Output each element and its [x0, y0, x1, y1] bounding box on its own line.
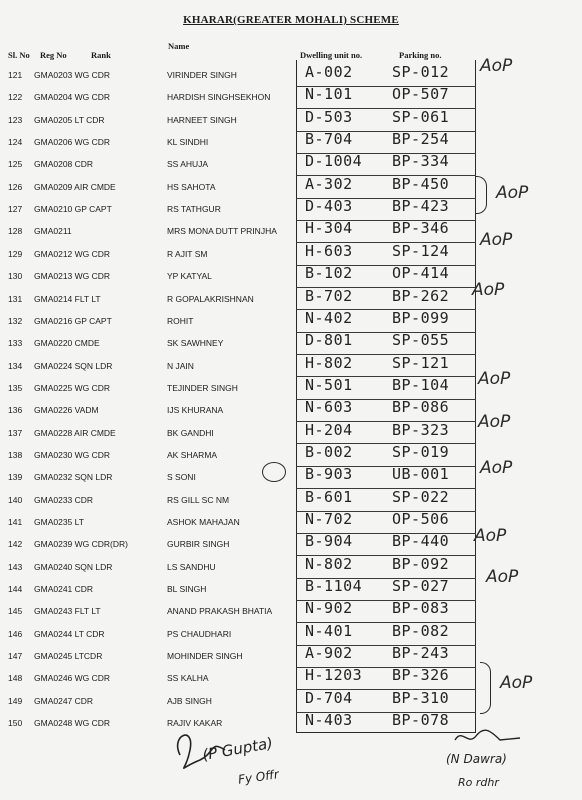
sl-no-cell: 121: [8, 70, 23, 80]
aop-note: AoP: [486, 567, 519, 587]
reg-no-rank-cell: GMA0203 WG CDR: [34, 70, 111, 80]
sl-no-cell: 140: [8, 494, 23, 505]
dwelling-unit-cell: N-403: [305, 711, 353, 730]
dwelling-unit-cell: A-302: [305, 174, 353, 193]
sl-no-cell: 146: [8, 628, 23, 639]
name-cell: HS SAHOTA: [167, 181, 216, 192]
aop-note: AoP: [478, 412, 511, 432]
aop-note: AoP: [500, 673, 533, 693]
name-cell: AJB SINGH: [167, 695, 212, 706]
dwelling-unit-cell: B-904: [305, 532, 353, 551]
header-name: Name: [168, 41, 190, 51]
parking-cell: BP-099: [392, 308, 450, 327]
sl-no-cell: 141: [8, 517, 23, 527]
signature-right-scribble: [450, 728, 530, 748]
name-cell: RS GILL SC NM: [167, 494, 230, 505]
header-rank: Rank: [91, 50, 111, 60]
table-row: [0, 600, 582, 622]
aop-note: AoP: [496, 183, 529, 203]
parking-cell: SP-022: [392, 487, 450, 506]
dwelling-unit-cell: H-802: [305, 353, 353, 372]
name-cell: GURBIR SINGH: [167, 539, 230, 550]
parking-cell: SP-124: [392, 241, 450, 260]
parking-cell: BP-326: [392, 666, 450, 685]
dwelling-unit-cell: B-102: [305, 264, 353, 283]
header-reg-no: Reg No: [40, 50, 67, 60]
parking-cell: UB-001: [392, 465, 450, 484]
reg-no-rank-cell: GMA0211: [34, 226, 72, 237]
reg-no-rank-cell: GMA0209 AIR CMDE: [34, 181, 116, 192]
parking-cell: BP-078: [392, 711, 450, 730]
name-cell: AK SHARMA: [167, 449, 218, 460]
name-cell: HARDISH SINGHSEKHON: [167, 92, 271, 103]
parking-cell: OP-414: [392, 264, 450, 283]
reg-no-rank-cell: GMA0230 WG CDR: [34, 449, 111, 460]
reg-no-rank-cell: GMA0245 LTCDR: [34, 651, 103, 662]
reg-no-rank-cell: GMA0239 WG CDR(DR): [34, 539, 128, 550]
dwelling-unit-cell: N-402: [305, 308, 353, 327]
table-row: [0, 645, 582, 667]
dwelling-unit-cell: B-702: [305, 286, 353, 305]
bracket-mark: [476, 176, 487, 214]
name-cell: BK GANDHI: [167, 427, 214, 438]
table-row: [0, 667, 582, 689]
name-cell: R GOPALAKRISHNAN: [167, 293, 254, 304]
name-cell: MRS MONA DUTT PRINJHA: [167, 226, 277, 237]
dwelling-unit-cell: D-1004: [305, 152, 363, 171]
reg-no-rank-cell: GMA0208 CDR: [34, 159, 94, 170]
header-dwelling: Dwelling unit no.: [300, 50, 363, 60]
parking-cell: BP-346: [392, 219, 450, 238]
parking-cell: OP-507: [392, 85, 450, 104]
document-title: KHARAR(GREATER MOHALI) SCHEME: [183, 14, 399, 26]
dwelling-unit-cell: B-1104: [305, 577, 363, 596]
signature-right-title: Ro rdhr: [458, 776, 499, 789]
sl-no-cell: 142: [8, 539, 23, 550]
table-row: [0, 489, 582, 511]
reg-no-rank-cell: GMA0233 CDR: [34, 494, 94, 505]
dwelling-unit-cell: D-801: [305, 331, 353, 350]
table-row: [0, 623, 582, 645]
reg-no-rank-cell: GMA0206 WG CDR: [34, 137, 111, 148]
table-row: [0, 176, 582, 198]
name-cell: SK SAWHNEY: [167, 338, 224, 349]
reg-no-rank-cell: GMA0216 GP CAPT: [34, 315, 112, 326]
sl-no-cell: 130: [8, 271, 23, 282]
parking-cell: BP-104: [392, 375, 450, 394]
parking-cell: BP-323: [392, 420, 450, 439]
parking-cell: BP-082: [392, 621, 450, 640]
parking-cell: BP-243: [392, 644, 450, 663]
reg-no-rank-cell: GMA0247 CDR: [34, 695, 94, 706]
name-cell: R AJIT SM: [167, 248, 208, 259]
signature-left-name: (P Gupta): [200, 733, 275, 765]
sl-no-cell: 122: [8, 92, 23, 103]
reg-no-rank-cell: GMA0214 FLT LT: [34, 293, 101, 304]
sl-no-cell: 139: [8, 472, 23, 483]
aop-note: AoP: [480, 458, 513, 478]
dwelling-unit-cell: H-1203: [305, 666, 363, 685]
reg-no-rank-cell: GMA0213 WG CDR: [34, 271, 111, 282]
reg-no-rank-cell: GMA0232 SQN LDR: [34, 472, 113, 483]
aop-note: AoP: [480, 56, 513, 76]
parking-cell: SP-019: [392, 442, 450, 461]
name-cell: TEJINDER SINGH: [167, 382, 238, 393]
dwelling-unit-cell: A-902: [305, 644, 353, 663]
dwelling-unit-cell: A-002: [305, 63, 353, 81]
parking-cell: BP-086: [392, 398, 450, 417]
aop-note: AoP: [474, 526, 507, 546]
header-sl-no: Sl. No: [8, 50, 30, 60]
reg-no-rank-cell: GMA0240 SQN LDR: [34, 561, 113, 572]
reg-no-rank-cell: GMA0224 SQN LDR: [34, 360, 113, 371]
sl-no-cell: 147: [8, 651, 23, 662]
parking-cell: SP-027: [392, 577, 450, 596]
sl-no-cell: 137: [8, 427, 23, 438]
reg-no-rank-cell: GMA0210 GP CAPT: [34, 204, 112, 215]
name-cell: ROHIT: [167, 315, 194, 326]
name-cell: RS TATHGUR: [167, 204, 221, 215]
reg-no-rank-cell: GMA0244 LT CDR: [34, 628, 105, 639]
sl-no-cell: 148: [8, 673, 23, 684]
sl-no-cell: 125: [8, 159, 23, 170]
sl-no-cell: 133: [8, 338, 23, 349]
sl-no-cell: 144: [8, 584, 23, 595]
dwelling-unit-cell: N-603: [305, 398, 353, 417]
sl-no-cell: 150: [8, 718, 23, 729]
header-parking: Parking no.: [399, 50, 442, 60]
reg-no-rank-cell: GMA0241 CDR: [34, 584, 94, 595]
dwelling-unit-cell: N-501: [305, 375, 353, 394]
name-cell: PS CHAUDHARI: [167, 628, 232, 639]
dwelling-unit-cell: N-802: [305, 554, 353, 573]
name-cell: MOHINDER SINGH: [167, 651, 243, 662]
initials-mark: [262, 462, 286, 482]
dwelling-unit-cell: N-702: [305, 510, 353, 528]
table-row: [0, 310, 582, 332]
sl-no-cell: 124: [8, 137, 23, 148]
parking-cell: SP-061: [392, 107, 450, 126]
sl-no-cell: 131: [8, 293, 23, 304]
sl-no-cell: 138: [8, 449, 23, 460]
sl-no-cell: 123: [8, 114, 23, 125]
dwelling-unit-cell: D-503: [305, 107, 353, 126]
aop-note: AoP: [480, 230, 513, 250]
name-cell: SS KALHA: [167, 673, 209, 684]
reg-no-rank-cell: GMA0220 CMDE: [34, 338, 100, 349]
dwelling-unit-cell: D-403: [305, 197, 353, 216]
name-cell: HARNEET SINGH: [167, 114, 237, 125]
table-row: [0, 198, 582, 220]
reg-no-rank-cell: GMA0246 WG CDR: [34, 673, 111, 684]
reg-no-rank-cell: GMA0226 VADM: [34, 405, 99, 416]
reg-no-rank-cell: GMA0225 WG CDR: [34, 382, 111, 393]
parking-cell: BP-254: [392, 130, 450, 149]
name-cell: YP KATYAL: [167, 271, 212, 282]
sl-no-cell: 135: [8, 382, 23, 393]
dwelling-unit-cell: N-401: [305, 621, 353, 640]
name-cell: N JAIN: [167, 360, 194, 371]
table-row: [0, 86, 582, 108]
reg-no-rank-cell: GMA0228 AIR CMDE: [34, 427, 116, 438]
parking-cell: BP-334: [392, 152, 450, 171]
table-row: [0, 109, 582, 131]
table-row: [0, 690, 582, 712]
reg-no-rank-cell: GMA0248 WG CDR: [34, 718, 111, 729]
parking-cell: BP-450: [392, 174, 450, 193]
name-cell: IJS KHURANA: [167, 405, 224, 416]
sl-no-cell: 132: [8, 315, 23, 326]
reg-no-rank-cell: GMA0212 WG CDR: [34, 248, 111, 259]
parking-cell: SP-012: [392, 63, 450, 81]
sl-no-cell: 136: [8, 405, 23, 416]
name-cell: ASHOK MAHAJAN: [167, 517, 240, 527]
sl-no-cell: 143: [8, 561, 23, 572]
name-cell: ANAND PRAKASH BHATIA: [167, 606, 273, 617]
dwelling-unit-cell: N-902: [305, 599, 353, 618]
aop-note: AoP: [478, 369, 511, 389]
sl-no-cell: 128: [8, 226, 23, 237]
dwelling-unit-cell: H-603: [305, 241, 353, 260]
dwelling-unit-cell: D-704: [305, 688, 353, 707]
sl-no-cell: 126: [8, 181, 23, 192]
name-cell: LS SANDHU: [167, 561, 216, 572]
sl-no-cell: 134: [8, 360, 23, 371]
name-cell: SS AHUJA: [167, 159, 209, 170]
parking-cell: BP-092: [392, 554, 450, 573]
reg-no-rank-cell: GMA0243 FLT LT: [34, 606, 101, 617]
dwelling-unit-cell: B-704: [305, 130, 353, 149]
dwelling-unit-cell: B-002: [305, 442, 353, 461]
dwelling-unit-cell: H-304: [305, 219, 353, 238]
sl-no-cell: 149: [8, 695, 23, 706]
table-row: [0, 153, 582, 175]
parking-cell: BP-423: [392, 197, 450, 216]
name-cell: S SONI: [167, 472, 196, 483]
parking-cell: BP-083: [392, 599, 450, 618]
table-row: [0, 332, 582, 354]
parking-cell: OP-506: [392, 510, 450, 528]
parking-cell: BP-310: [392, 688, 450, 707]
sl-no-cell: 129: [8, 248, 23, 259]
reg-no-rank-cell: GMA0204 WG CDR: [34, 92, 111, 103]
parking-cell: BP-440: [392, 532, 450, 551]
name-cell: KL SINDHI: [167, 137, 209, 148]
name-cell: BL SINGH: [167, 584, 207, 595]
name-cell: VIRINDER SINGH: [167, 70, 237, 80]
signature-right-name: (N Dawra): [446, 752, 507, 766]
parking-cell: SP-121: [392, 353, 450, 372]
dwelling-unit-cell: B-601: [305, 487, 353, 506]
dwelling-unit-cell: N-101: [305, 85, 353, 104]
parking-cell: SP-055: [392, 331, 450, 350]
signature-left-title: Fy Offr: [237, 767, 280, 787]
sl-no-cell: 145: [8, 606, 23, 617]
sl-no-cell: 127: [8, 204, 23, 215]
reg-no-rank-cell: GMA0205 LT CDR: [34, 114, 105, 125]
bracket-mark: [480, 662, 491, 714]
aop-note: AoP: [472, 280, 505, 300]
table-row: [0, 131, 582, 153]
name-cell: RAJIV KAKAR: [167, 718, 223, 729]
dwelling-unit-cell: B-903: [305, 465, 353, 484]
parking-cell: BP-262: [392, 286, 450, 305]
reg-no-rank-cell: GMA0235 LT: [34, 517, 84, 527]
dwelling-unit-cell: H-204: [305, 420, 353, 439]
